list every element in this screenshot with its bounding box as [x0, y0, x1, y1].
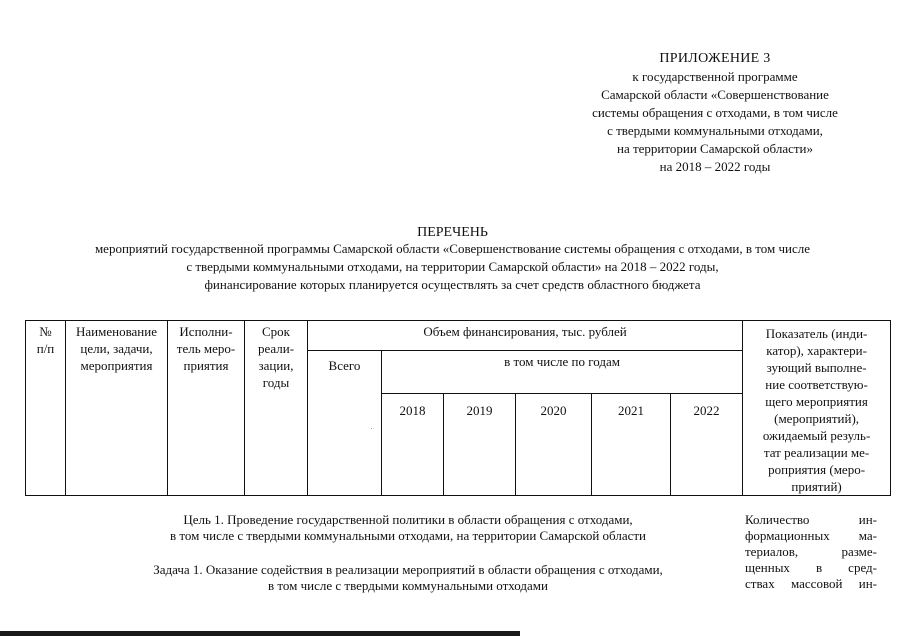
appendix-line: к государственной программе [632, 69, 798, 84]
indicator-continuation [745, 512, 877, 592]
task-line: в том числе с твердыми коммунальными отходами [268, 578, 548, 593]
header-year-2022: 2022 [671, 394, 743, 496]
appendix-line: системы обращения с отходами, в том числе [592, 105, 838, 120]
header-financing: Объем финансирования, тыс. рублей [308, 321, 743, 351]
appendix-header [560, 50, 870, 176]
scan-speck [371, 428, 372, 429]
header-name [66, 321, 168, 496]
indicator-line: Количество ин- [745, 512, 877, 527]
scan-bottom-edge [0, 631, 520, 636]
header-indicator-label: Показатель (инди- катор), характери- зующий выполне- ние соответствую- щего мероприятия (мероприятий), ожидаемый резуль- тат реализации ме- роприятия (меро- приятий) [762, 326, 871, 494]
header-term [245, 321, 308, 496]
header-year-2018: 2018 [382, 394, 444, 496]
header-year-2021: 2021 [592, 394, 671, 496]
goal-text [78, 512, 738, 544]
header-number-label: № п/п [36, 324, 55, 356]
header-name-label: Наименование цели, задачи, мероприятия [76, 324, 157, 373]
indicator-line: териалов, разме- [745, 544, 877, 559]
list-subtitle-line: финансирование которых планируется осуществлять за счет средств областного бюджета [204, 277, 701, 292]
measures-table [25, 320, 891, 496]
list-subtitle-line: с твердыми коммунальными отходами, на территории Самарской области» на 2018 – 2022 годы, [186, 259, 719, 274]
appendix-line: с твердыми коммунальными отходами, [607, 123, 823, 138]
header-by-years: в том числе по годам [382, 351, 743, 394]
goal-line: в том числе с твердыми коммунальными отходами, на территории Самарской области [170, 528, 646, 543]
header-total: Всего [308, 351, 382, 496]
goal-line: Цель 1. Проведение государственной политики в области обращения с отходами, [183, 512, 633, 527]
indicator-line: формационных ма- [745, 528, 877, 543]
appendix-line: Самарской области «Совершенствование [601, 87, 829, 102]
list-title: ПЕРЕЧЕНЬ [417, 225, 488, 240]
header-term-label: Срок реали- зации, годы [257, 324, 295, 390]
indicator-line: ствах массовой ин- [745, 576, 877, 591]
header-executor-label: Исполни- тель меро- приятия [176, 324, 236, 373]
appendix-line: на территории Самарской области» [617, 141, 813, 156]
header-indicator [743, 321, 891, 496]
appendix-title: ПРИЛОЖЕНИЕ 3 [659, 51, 771, 66]
header-year-2019: 2019 [444, 394, 516, 496]
appendix-line: на 2018 – 2022 годы [659, 159, 771, 174]
header-number [26, 321, 66, 496]
indicator-line: щенных в сред- [745, 560, 877, 575]
task-text [78, 562, 738, 594]
list-subtitle-line: мероприятий государственной программы Самарской области «Совершенствование системы обращения с отходами, в том числе [94, 241, 811, 256]
task-line: Задача 1. Оказание содействия в реализации мероприятий в области обращения с отходами, [153, 562, 663, 577]
header-year-2020: 2020 [516, 394, 592, 496]
list-subtitle [0, 240, 905, 294]
header-executor [168, 321, 245, 496]
